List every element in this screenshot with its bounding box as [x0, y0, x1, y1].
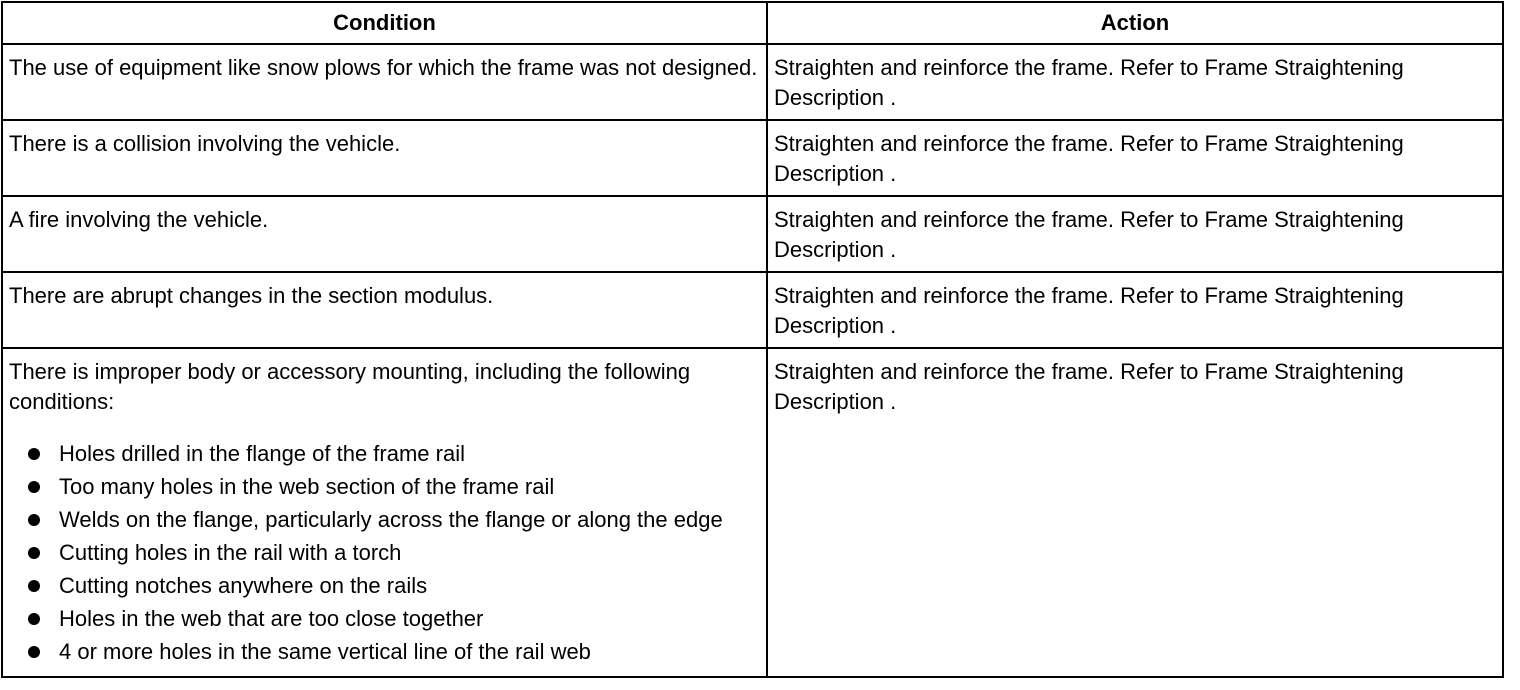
- action-text: Straighten and reinforce the frame. Refer to Frame Straightening Description .: [774, 359, 1404, 414]
- list-item-text: Cutting holes in the rail with a torch: [59, 540, 402, 565]
- condition-cell: [2, 348, 767, 677]
- condition-cell: [2, 120, 767, 196]
- action-cell: [767, 196, 1503, 272]
- bullet-icon: [28, 481, 40, 493]
- condition-text: There is a collision involving the vehicle.: [9, 131, 401, 156]
- bullet-icon: [28, 613, 40, 625]
- action-text: Straighten and reinforce the frame. Refer to Frame Straightening Description .: [774, 55, 1404, 110]
- list-item-text: Too many holes in the web section of the frame rail: [59, 474, 555, 499]
- list-item: [9, 637, 760, 667]
- header-action: Action: [767, 2, 1503, 44]
- bullet-icon: [28, 547, 40, 559]
- bullet-icon: [28, 580, 40, 592]
- header-row: [2, 2, 1503, 44]
- table-row: [2, 44, 1503, 120]
- condition-cell: [2, 44, 767, 120]
- condition-cell: [2, 196, 767, 272]
- action-cell: [767, 348, 1503, 677]
- action-text: Straighten and reinforce the frame. Refer to Frame Straightening Description .: [774, 283, 1404, 338]
- list-item-text: Cutting notches anywhere on the rails: [59, 573, 428, 598]
- table-row: [2, 272, 1503, 348]
- table-row: [2, 120, 1503, 196]
- action-cell: [767, 272, 1503, 348]
- list-item: [9, 505, 760, 535]
- bullet-icon: [28, 646, 40, 658]
- list-item: [9, 604, 760, 634]
- list-item-text: Holes in the web that are too close together: [59, 606, 484, 631]
- table-row: [2, 348, 1503, 677]
- bullet-icon: [28, 514, 40, 526]
- condition-text: There is improper body or accessory mounting, including the following conditions:: [9, 359, 691, 414]
- action-text: Straighten and reinforce the frame. Refer to Frame Straightening Description .: [774, 207, 1404, 262]
- condition-bullet-list: [9, 439, 760, 667]
- list-item: [9, 472, 760, 502]
- frame-condition-table: [1, 1, 1504, 678]
- list-item-text: 4 or more holes in the same vertical line of the rail web: [59, 639, 591, 664]
- condition-text: There are abrupt changes in the section modulus.: [9, 283, 494, 308]
- condition-text: A fire involving the vehicle.: [9, 207, 269, 232]
- condition-text: The use of equipment like snow plows for which the frame was not designed.: [9, 55, 758, 80]
- condition-cell: [2, 272, 767, 348]
- action-text: Straighten and reinforce the frame. Refer to Frame Straightening Description .: [774, 131, 1404, 186]
- table-row: [2, 196, 1503, 272]
- list-item: [9, 571, 760, 601]
- list-item-text: Holes drilled in the flange of the frame rail: [59, 441, 465, 466]
- action-cell: [767, 120, 1503, 196]
- header-condition: Condition: [2, 2, 767, 44]
- bullet-icon: [28, 448, 40, 460]
- list-item-text: Welds on the flange, particularly across the flange or along the edge: [59, 507, 723, 532]
- action-cell: [767, 44, 1503, 120]
- list-item: [9, 538, 760, 568]
- list-item: [9, 439, 760, 469]
